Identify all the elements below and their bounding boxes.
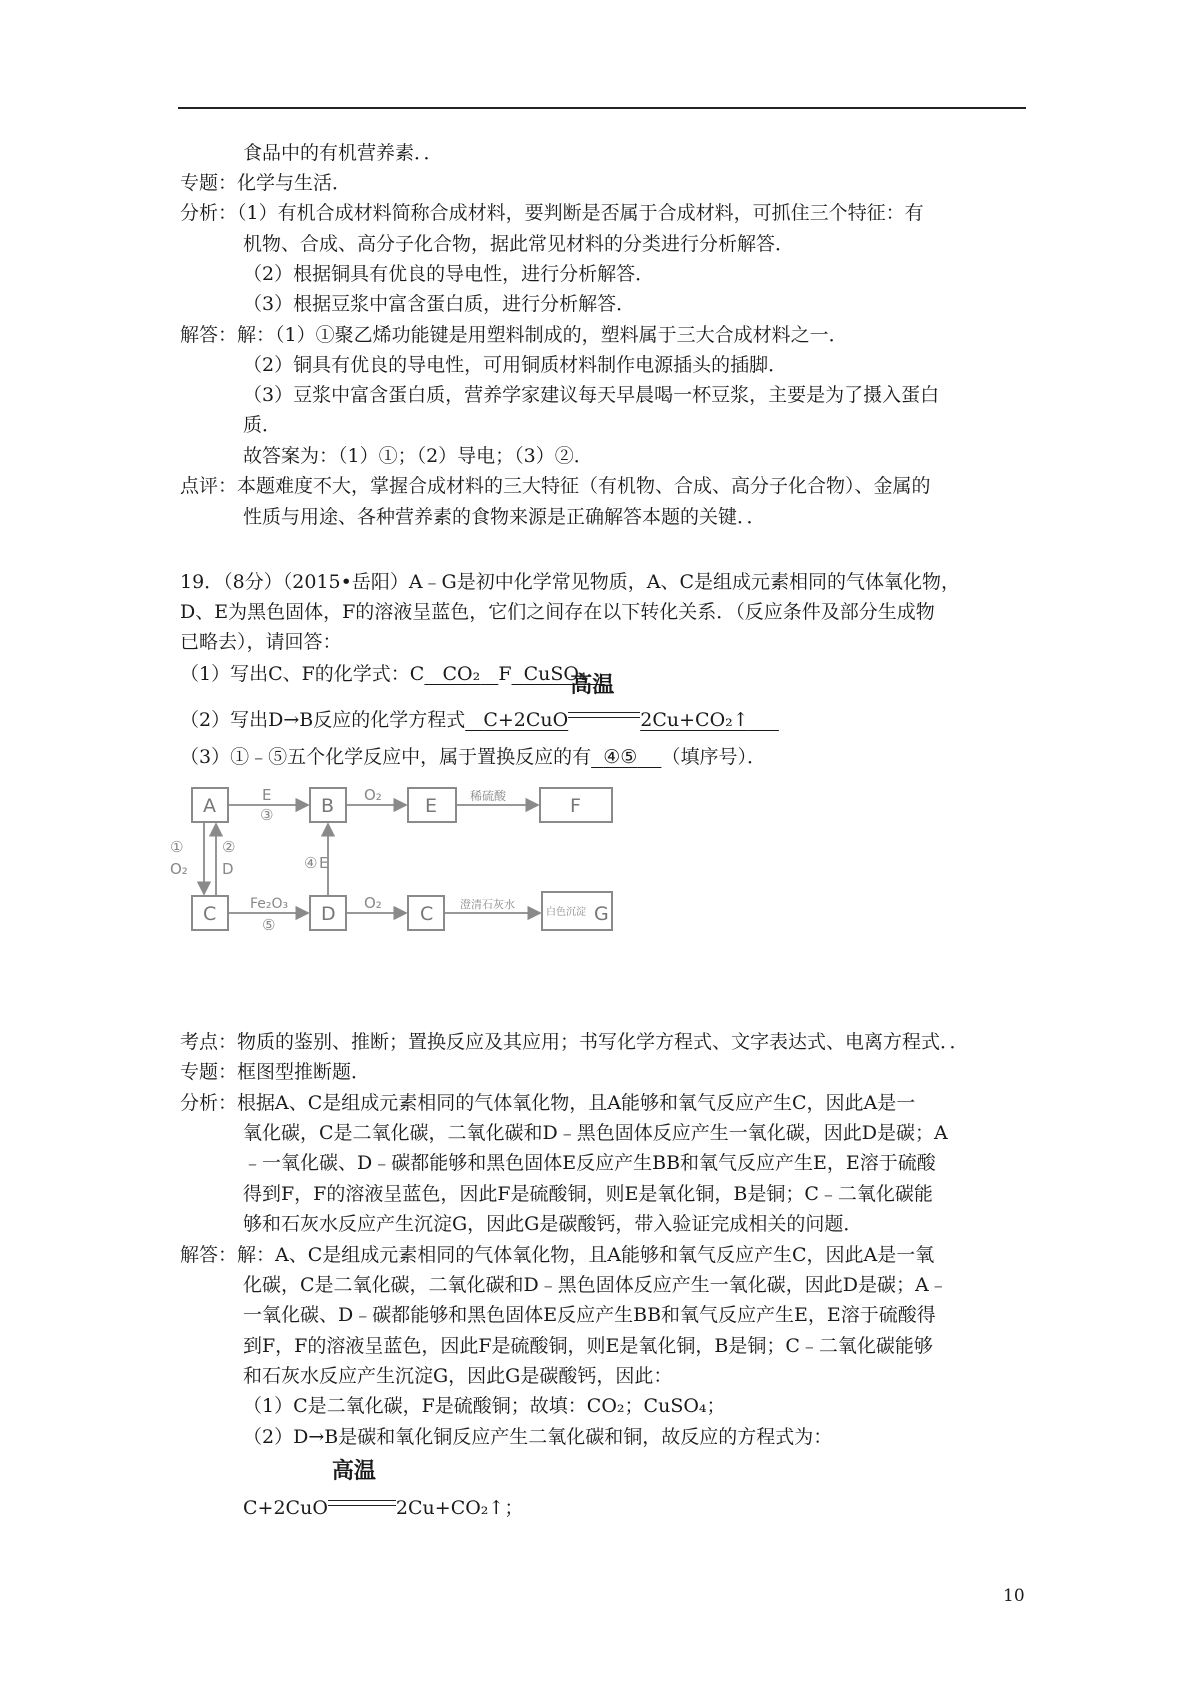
text-line: 化碳，C是二氧化碳，二氧化碳和D﹣黑色固体反应产生一氧化碳，因此D是碳；A﹣ <box>243 1274 948 1296</box>
label-ac-reagent: O₂ <box>170 860 188 878</box>
equation-right: 2Cu+CO₂↑ <box>640 709 749 731</box>
final-equation-left: C+2CuO <box>243 1497 328 1519</box>
label-g-note: 白色沉淀 <box>546 907 586 918</box>
text-line: 机物、合成、高分子化合物，据此常见材料的分类进行分析解答． <box>243 233 795 255</box>
sub-question-1 <box>180 662 605 686</box>
final-equation-double-line <box>328 1500 396 1506</box>
text-line: 食品中的有机营养素．． <box>243 142 443 164</box>
question-line: 已略去），请回答： <box>180 631 342 653</box>
text-line: 专题：框图型推断题． <box>180 1061 371 1083</box>
equation-double-line <box>568 712 640 718</box>
condition-high-temp: 高温 <box>570 673 615 698</box>
final-condition-high-temp: 高温 <box>331 1459 376 1484</box>
label-box-g: G <box>594 903 609 925</box>
answer-3: ④⑤ <box>603 746 638 768</box>
label-be-reagent: O₂ <box>364 786 382 804</box>
text-line: 考点：物质的鉴别、推断；置换反应及其应用；书写化学方程式、文字表达式、电离方程式．． <box>180 1031 969 1053</box>
label-cg-reagent: 澄清石灰水 <box>460 898 515 911</box>
text-line: （3）根据豆浆中富含蛋白质，进行分析解答． <box>243 293 636 315</box>
answer-blank-c <box>424 662 498 686</box>
label-ab-reagent: E <box>262 786 272 804</box>
label-box-d: D <box>321 903 336 925</box>
f-label: F <box>498 663 512 685</box>
label-box-c1: C <box>203 903 217 925</box>
sub-question-3 <box>180 745 766 769</box>
text-line: 专题：化学与生活． <box>180 172 352 194</box>
question-line: 19．（8分）（2015•岳阳）A﹣G是初中化学常见物质，A、C是组成元素相同的气体氧化物， <box>180 571 960 593</box>
label-db-reagent: E <box>319 854 329 872</box>
label-ac-number: ① <box>170 838 184 856</box>
label-box-e: E <box>425 795 438 817</box>
label-ef-reagent: 稀硫酸 <box>470 789 507 803</box>
text-line: 质． <box>243 414 282 436</box>
sub1-prefix: （1）写出C、F的化学式：C <box>180 663 425 685</box>
equation-left: C+2CuO <box>483 709 569 731</box>
label-box-f: F <box>570 795 581 817</box>
sub3-prefix: （3）①﹣⑤五个化学反应中，属于置换反应的有 <box>180 746 592 768</box>
label-ab-number: ③ <box>260 806 274 824</box>
text-line: 故答案为：（1）①；（2）导电；（3）②． <box>243 445 593 467</box>
text-line: 够和石灰水反应产生沉淀G，因此G是碳酸钙，带入验证完成相关的问题． <box>243 1213 863 1235</box>
text-line: 分析：根据A、C是组成元素相同的气体氧化物，且A能够和氧气反应产生C，因此A是一 <box>180 1092 916 1114</box>
answer-f: CuSO₄ <box>523 663 587 685</box>
text-line: （2）根据铜具有优良的导电性，进行分析解答． <box>243 263 655 285</box>
text-line: 解答：解：A、C是组成元素相同的气体氧化物，且A能够和氧气反应产生C，因此A是一氧 <box>180 1244 935 1266</box>
label-cd-reagent: Fe₂O₃ <box>250 896 289 912</box>
label-db-number: ④ <box>304 854 318 872</box>
text-line: 性质与用途、各种营养素的食物来源是正确解答本题的关键．． <box>243 506 766 528</box>
label-ca-number: ② <box>222 838 236 856</box>
final-equation-right: 2Cu+CO₂↑； <box>395 1497 524 1519</box>
text-line: 一氧化碳、D﹣碳都能够和黑色固体E反应产生BB和氧气反应产生E，E溶于硫酸得 <box>243 1304 936 1326</box>
text-line: （3）豆浆中富含蛋白质，营养学家建议每天早晨喝一杯豆浆，主要是为了摄入蛋白 <box>243 384 940 406</box>
text-line: 和石灰水反应产生沉淀G，因此G是碳酸钙，因此： <box>243 1365 673 1387</box>
text-line: 得到F，F的溶液呈蓝色，因此F是硫酸铜，则E是氧化铜，B是铜；C﹣二氧化碳能 <box>243 1183 933 1205</box>
conversion-diagram <box>170 780 620 980</box>
text-line: 到F，F的溶液呈蓝色，因此F是硫酸铜，则E是氧化铜，B是铜；C﹣二氧化碳能够 <box>243 1335 933 1357</box>
answer-c: CO₂ <box>442 663 481 685</box>
text-line: （1）C是二氧化碳，F是硫酸铜；故填：CO₂；CuSO₄； <box>243 1395 726 1417</box>
text-line: （2）D→B是碳和氧化铜反应产生二氧化碳和铜，故反应的方程式为： <box>243 1426 833 1448</box>
page-number: 10 <box>1003 1586 1025 1606</box>
question-line: D、E为黑色固体，F的溶液呈蓝色，它们之间存在以下转化关系．（反应条件及部分生成物 <box>180 601 935 623</box>
answer-blank-3 <box>591 745 661 769</box>
final-equation <box>243 1459 524 1520</box>
text-line: （2）铜具有优良的导电性，可用铜质材料制作电源插头的插脚． <box>243 354 788 376</box>
label-box-b: B <box>321 795 335 817</box>
label-cd-number: ⑤ <box>262 916 276 934</box>
label-ca-reagent: D <box>222 860 234 878</box>
label-box-c2: C <box>420 903 434 925</box>
sub3-suffix: （填序号）． <box>661 746 766 768</box>
label-box-a: A <box>203 795 216 817</box>
header-rule <box>178 107 1026 109</box>
text-line: 解答：解：（1）①聚乙烯功能键是用塑料制成的，塑料属于三大合成材料之一． <box>180 324 848 346</box>
text-line: 氧化碳，C是二氧化碳，二氧化碳和D﹣黑色固体反应产生一氧化碳，因此D是碳；A <box>243 1122 948 1144</box>
text-line: 点评：本题难度不大，掌握合成材料的三大特征（有机物、合成、高分子化合物）、金属的 <box>180 475 931 497</box>
sub2-prefix: （2）写出D→B反应的化学方程式 <box>180 709 466 731</box>
text-line: 分析：（1）有机合成材料简称合成材料，要判断是否属于合成材料，可抓住三个特征：有 <box>180 202 924 224</box>
text-line: ﹣一氧化碳、D﹣碳都能够和黑色固体E反应产生BB和氧气反应产生E，E溶于硫酸 <box>243 1152 936 1174</box>
label-dc-reagent: O₂ <box>364 894 382 912</box>
